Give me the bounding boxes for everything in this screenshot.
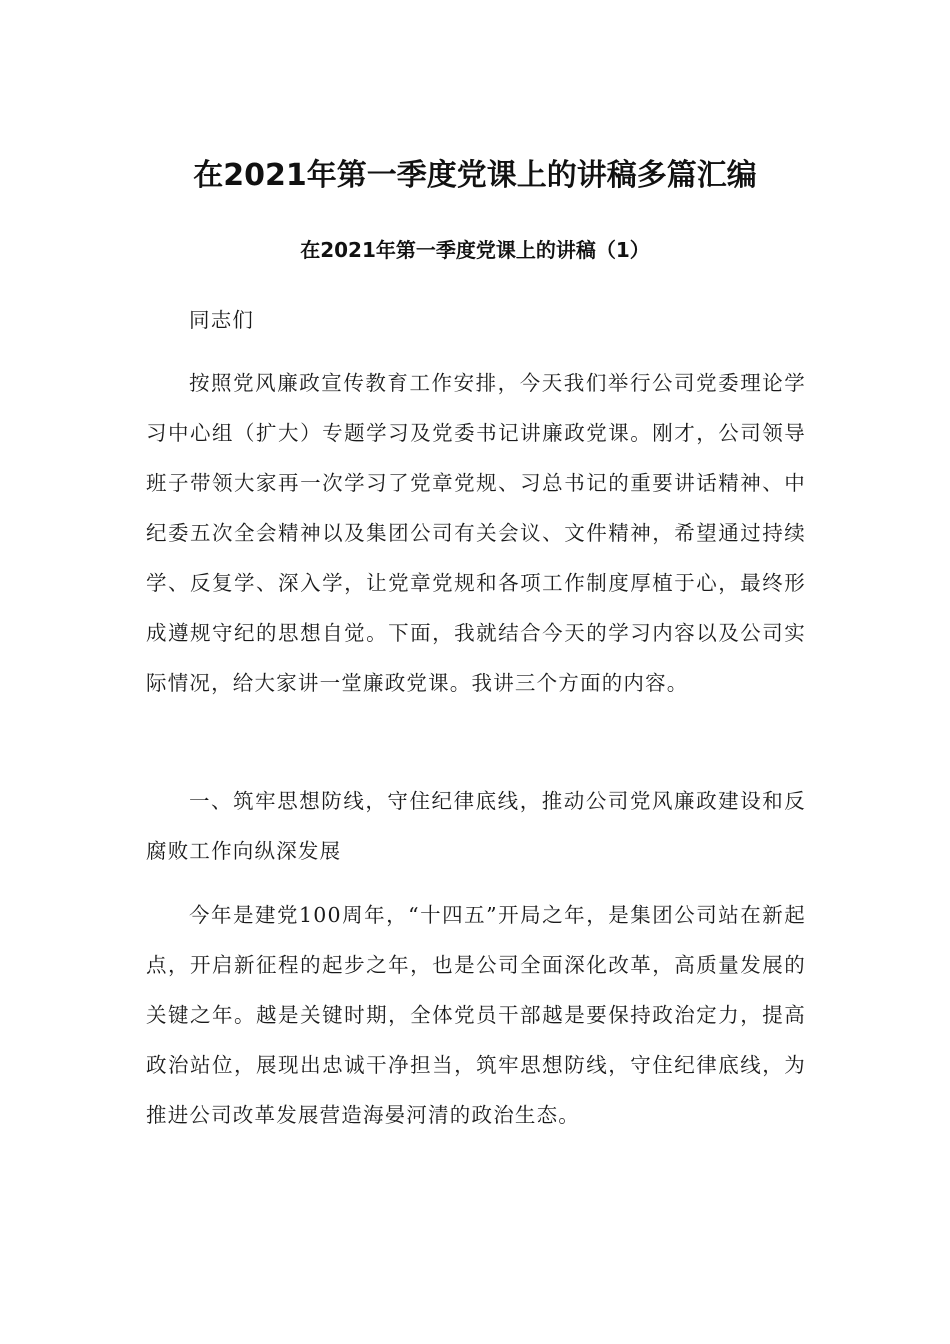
- section-title: 在2021年第一季度党课上的讲稿（1）: [300, 238, 650, 262]
- paragraph-intro: 按照党风廉政宣传教育工作安排，今天我们举行公司党委理论学习中心组（扩大）专题学习及党委书记讲廉政党课。刚才，公司领导班子带领大家再一次学习了党章党规、习总书记的重要讲话精神、中纪委五次全会精神以及集团公司有关会议、文件精神，希望通过持续学、反复学、深入学，让党章党规和各项工作制度厚植于心，最终形成遵规守纪的思想自觉。下面，我就结合今天的学习内容以及公司实际情况，给大家讲一堂廉政党课。我讲三个方面的内容。: [146, 371, 806, 695]
- document-title: 在2021年第一季度党课上的讲稿多篇汇编: [193, 158, 757, 193]
- section-heading-one: 一、筑牢思想防线，守住纪律底线，推动公司党风廉政建设和反腐败工作向纵深发展: [146, 789, 806, 863]
- paragraph-section-one: 今年是建党100周年，“十四五”开局之年，是集团公司站在新起点，开启新征程的起步之年，也是公司全面深化改革，高质量发展的关键之年。越是关键时期，全体党员干部越是要保持政治定力，提高政治站位，展现出忠诚干净担当，筑牢思想防线，守住纪律底线，为推进公司改革发展营造海晏河清的政治生态。: [146, 903, 806, 1127]
- salutation: 同志们: [189, 308, 255, 332]
